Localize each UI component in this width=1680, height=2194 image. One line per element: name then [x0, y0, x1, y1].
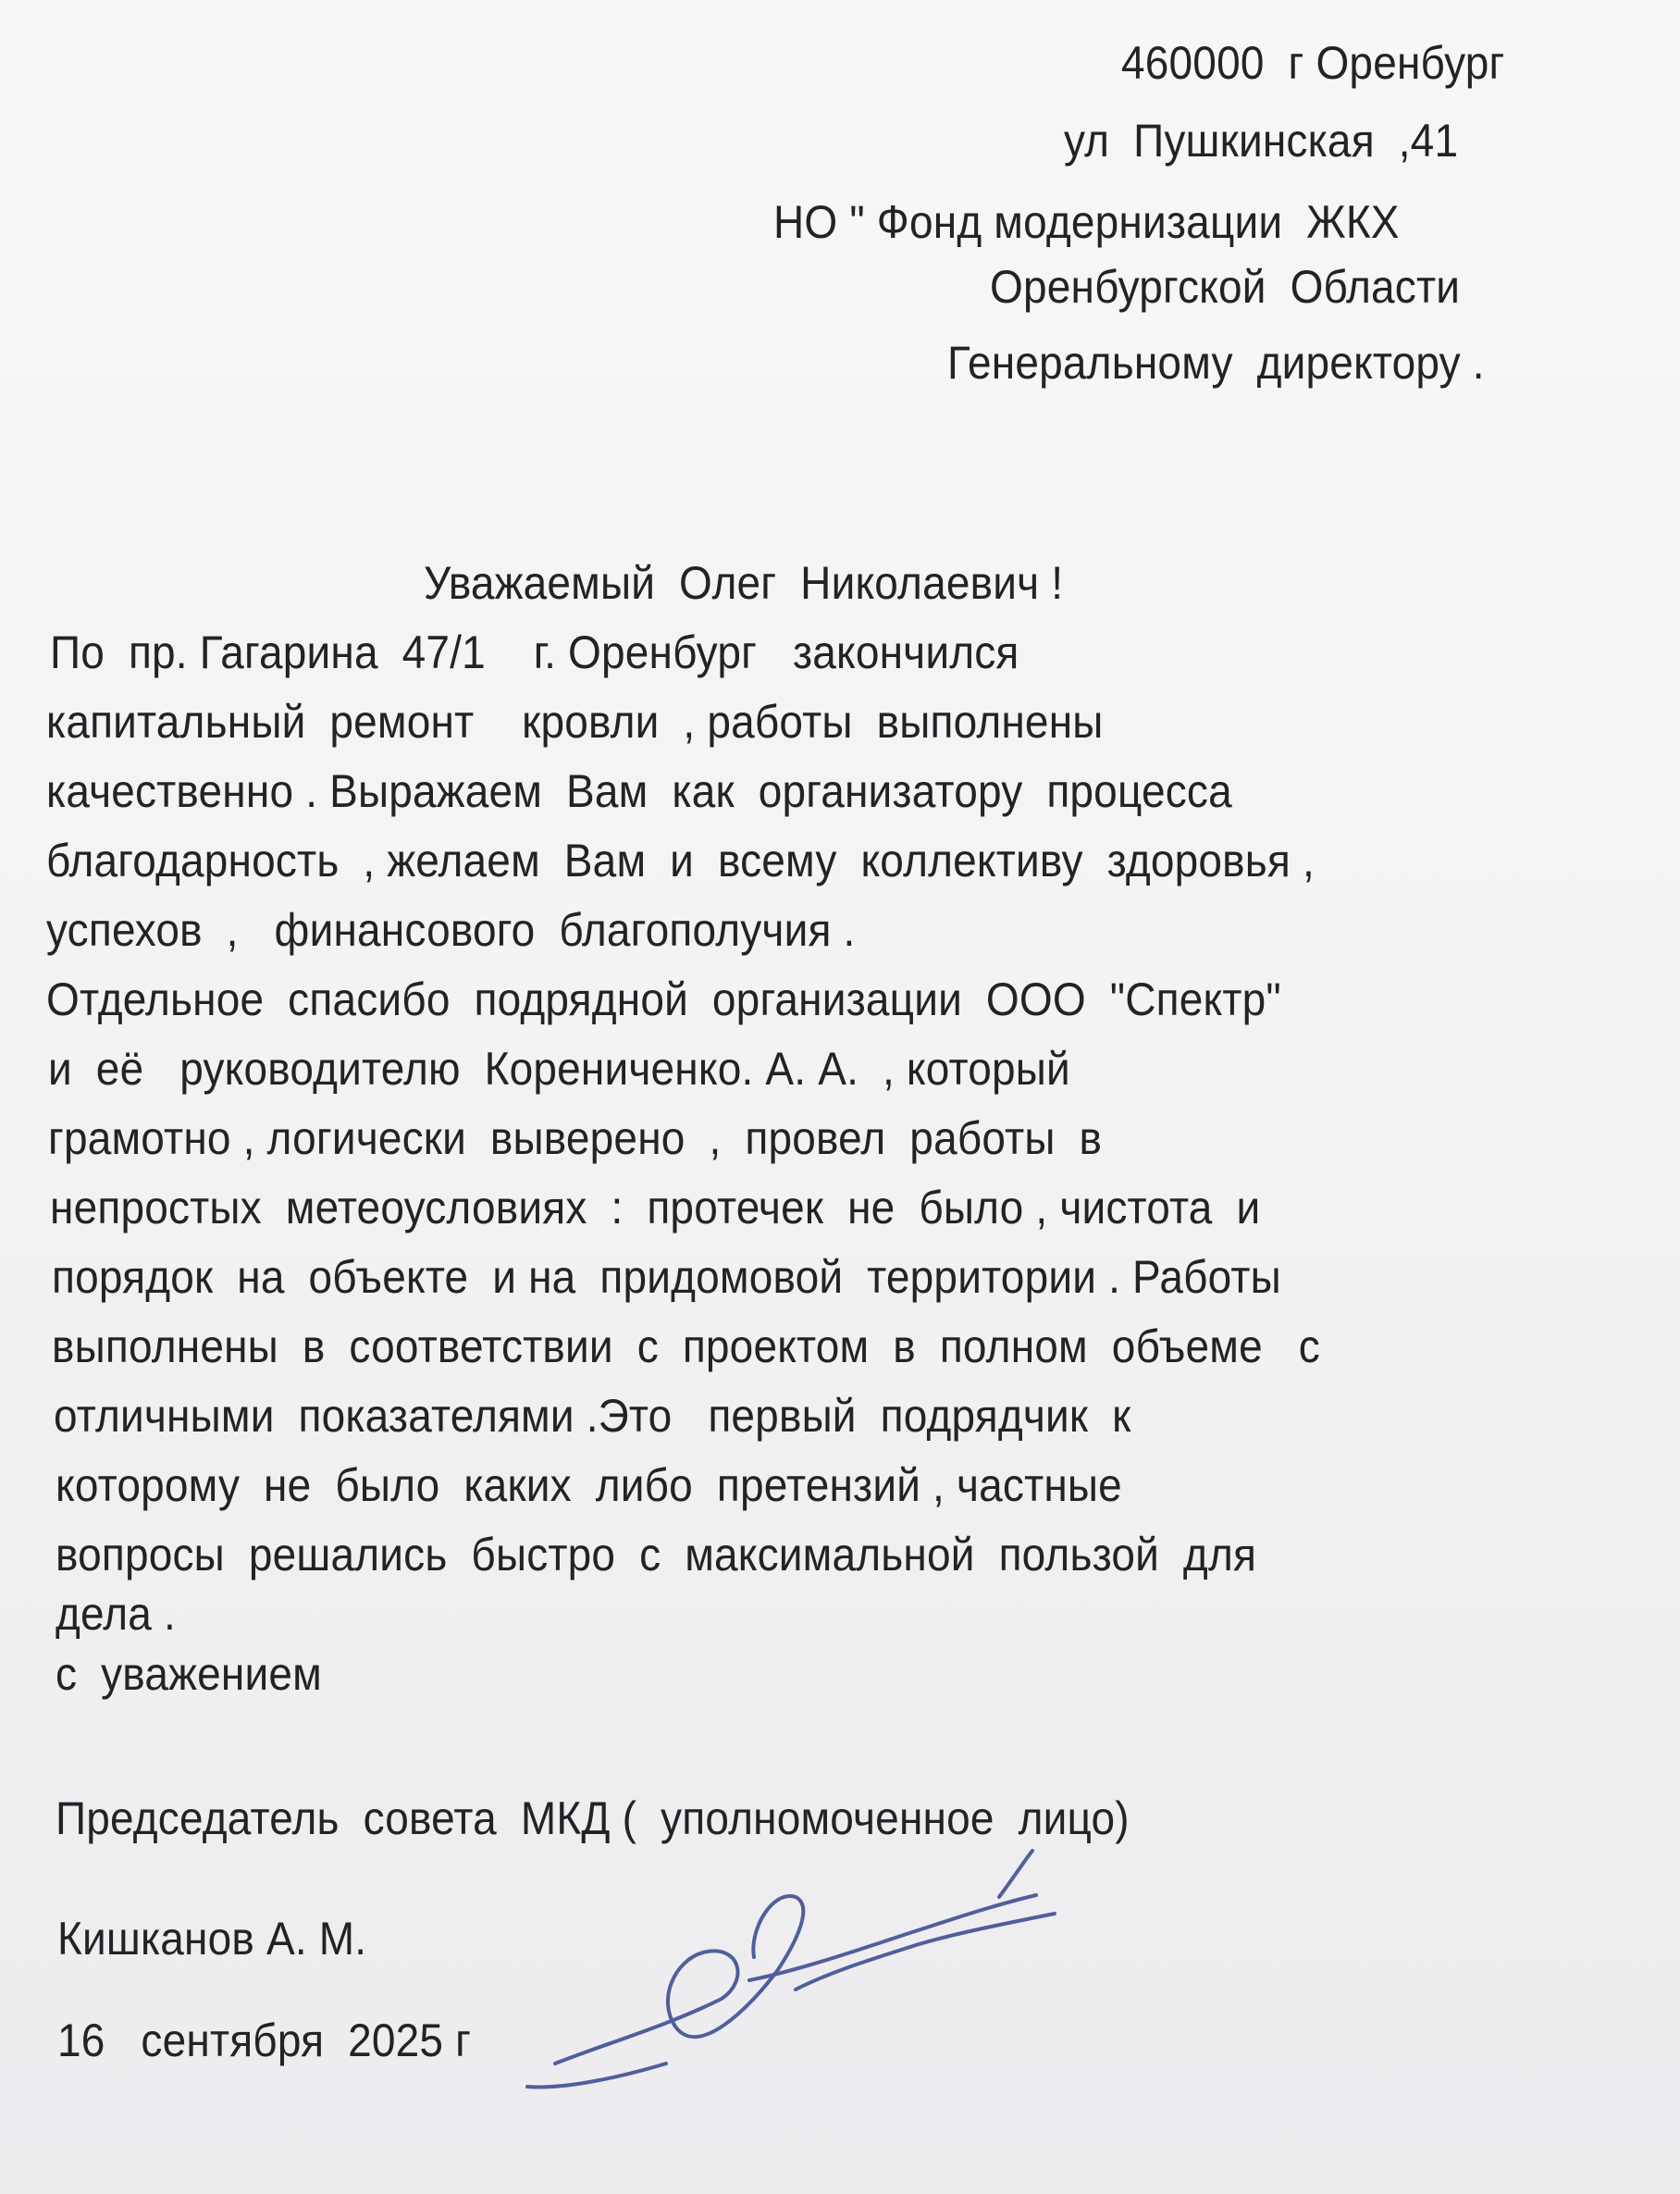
body-line-1: По пр. Гагарина 47/1 г. Оренбург закончился	[50, 626, 1019, 678]
handwritten-signature	[518, 1841, 1092, 2119]
body-line-11: выполнены в соответствии с проектом в полном объеме с	[52, 1320, 1320, 1372]
body-line-8: грамотно , логически выверено , провел работы в	[48, 1112, 1103, 1164]
body-line-6: Отдельное спасибо подрядной организации ООО "Спектр"	[46, 973, 1281, 1025]
body-line-9: непростых метеоусловиях : протечек не было , чистота и	[50, 1182, 1261, 1233]
body-line-2: капитальный ремонт кровли , работы выполнены	[46, 696, 1104, 748]
body-line-4: благодарность , желаем Вам и всему коллективу здоровья ,	[46, 835, 1315, 886]
body-line-14: вопросы решались быстро с максимальной пользой для	[56, 1529, 1257, 1580]
body-line-15: дела .	[56, 1588, 176, 1640]
body-line-13: которому не было каких либо претензий , частные	[56, 1459, 1122, 1511]
body-line-5: успехов , финансового благополучия .	[46, 904, 856, 956]
body-line-10: порядок на объекте и на придомовой территории . Работы	[52, 1251, 1281, 1303]
salutation: Уважаемый Олег Николаевич !	[424, 557, 1064, 609]
recipient-line-1: 460000 г Оренбург	[1121, 37, 1505, 89]
letter-date: 16 сентября 2025 г	[57, 2014, 472, 2066]
body-line-7: и её руководителю Корениченко. А. А. , который	[48, 1043, 1070, 1095]
body-line-3: качественно . Выражаем Вам как организатору процесса	[46, 765, 1232, 817]
body-line-12: отличными показателями .Это первый подрядчик к	[54, 1390, 1131, 1442]
signer-title: Председатель совета МКД ( уполномоченное лицо)	[56, 1792, 1130, 1844]
recipient-line-3: НО " Фонд модернизации ЖКХ	[773, 196, 1400, 248]
closing: с уважением	[56, 1648, 322, 1700]
signer-name: Кишканов А. М.	[57, 1913, 367, 1965]
recipient-line-4: Оренбургской Области	[990, 261, 1461, 313]
recipient-line-5: Генеральному директору .	[947, 337, 1485, 389]
recipient-line-2: ул Пушкинская ,41	[1064, 115, 1459, 167]
